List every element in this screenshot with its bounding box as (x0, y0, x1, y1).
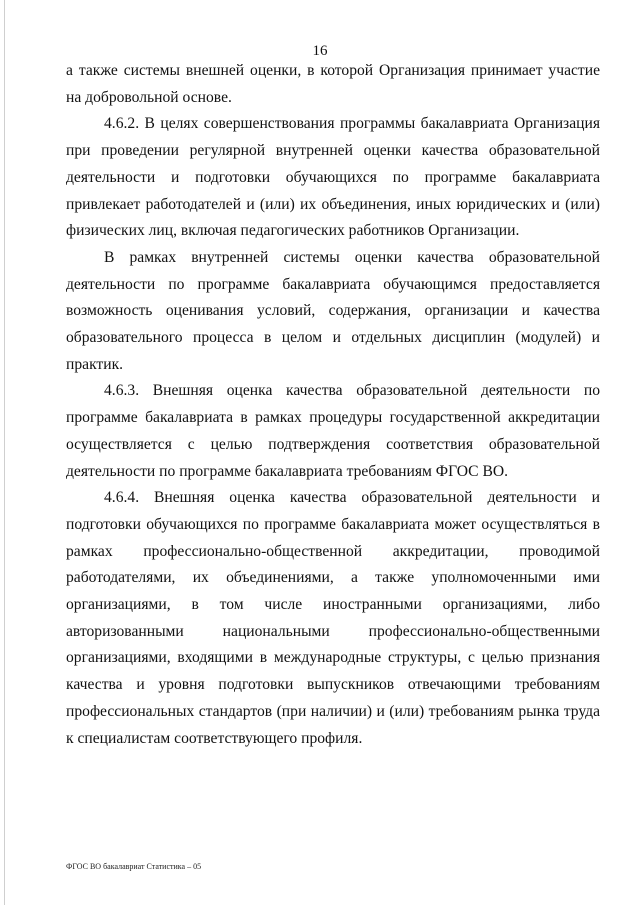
paragraph-4-6-4: 4.6.4. Внешняя оценка качества образовательной деятельности и подготовки обучающихся по программе бакалавриата может осуществляться в рамках профессионально-общественной аккредитации, проводимой работодателями, их объединениями, а также уполномоченными ими организациями, в том числе иностранными организациями, либо авторизованными национальными профессионально-общественными организациями, входящими в международные структуры, с целью признания качества и уровня подготовки выпускников отвечающими требованиям профессиональных стандартов (при наличии) и (или) требованиям рынка труда к специалистам соответствующего профиля. (66, 489, 600, 747)
document-footer: ФГОС ВО бакалавриат Статистика – 05 (66, 862, 202, 871)
paragraph-4-6-3: 4.6.3. Внешняя оценка качества образовательной деятельности по программе бакалавриата в рамках процедуры государственной аккредитации осуществляется с целью подтверждения соответствия образовательной деятельности по программе бакалавриата требованиям ФГОС ВО. (66, 382, 600, 480)
document-body (66, 58, 600, 752)
paragraph-4-6-2: 4.6.2. В целях совершенствования программы бакалавриата Организация при проведении регулярной внутренней оценки качества образовательной деятельности и подготовки обучающихся по программе бакалавриата привлекает работодателей и (или) их объединения, иных юридических и (или) физических лиц, включая педагогических работников Организации. (66, 115, 600, 240)
paragraph-internal-assessment: В рамках внутренней системы оценки качества образовательной деятельности по программе бакалавриата обучающимся предоставляется возможность оценивания условий, содержания, организации и качества образовательного процесса в целом и отдельных дисциплин (модулей) и практик. (66, 248, 600, 373)
scan-edge (4, 0, 5, 905)
paragraph-continuation: а также системы внешней оценки, в которой Организация принимает участие на добровольной основе. (66, 62, 600, 106)
page-number: 16 (312, 43, 328, 59)
